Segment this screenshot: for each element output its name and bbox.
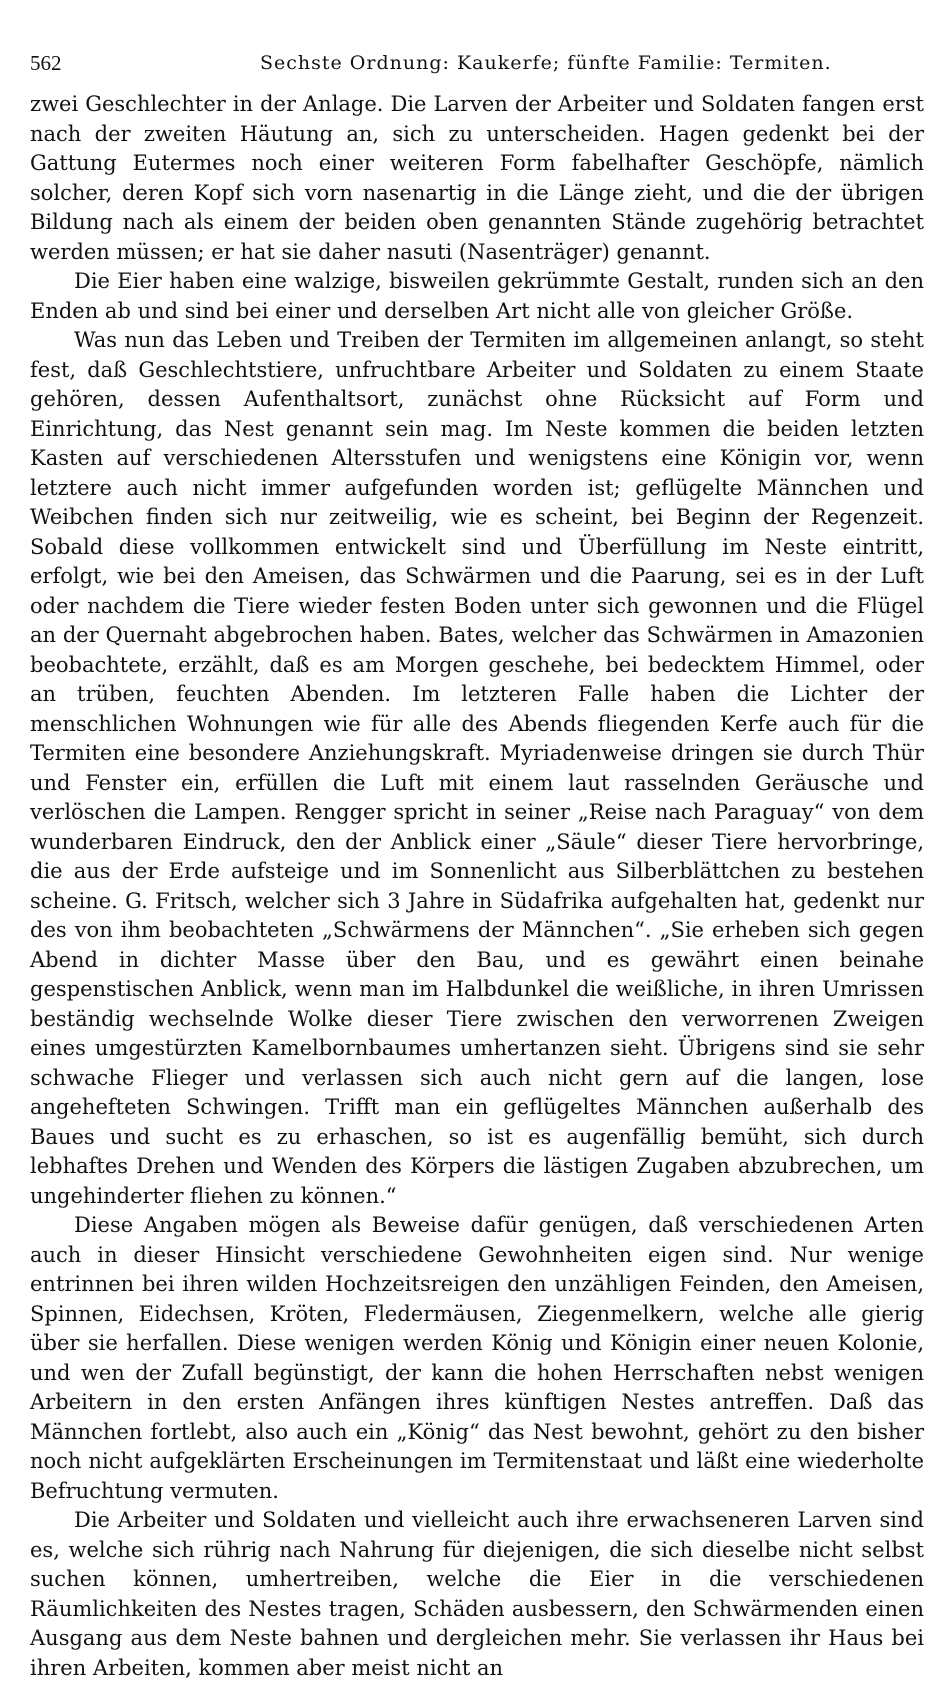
body-text <box>30 90 924 1683</box>
paragraph-life: Was nun das Leben und Treiben der Termiten im allgemeinen anlangt, so steht fest, daß Geschlechtstiere, unfruchtbare Arbeiter und Soldaten zu einem Staate gehören, dessen Aufenthaltsort, zunächst ohne Rücksicht auf Form und Einrichtung, das Nest genannt sein mag. Im Neste kommen die beiden letzten Kasten auf verschiedenen Altersstufen und wenigstens eine Königin vor, wenn letztere auch nicht immer aufgefunden worden ist; geflügelte Männchen und Weibchen finden sich nur zeitweilig, wie es scheint, bei Beginn der Regenzeit. Sobald diese vollkommen entwickelt sind und Überfüllung im Neste eintritt, erfolgt, wie bei den Ameisen, das Schwärmen und die Paarung, sei es in der Luft oder nachdem die Tiere wieder festen Boden unter sich gewonnen und die Flügel an der Quernaht abgebrochen haben. Bates, welcher das Schwärmen in Amazonien beobachtete, erzählt, daß es am Morgen geschehe, bei bedecktem Himmel, oder an trüben, feuchten Abenden. Im letzteren Falle haben die Lichter der menschlichen Wohnungen wie für alle des Abends fliegenden Kerfe auch für die Termiten eine besondere Anziehungskraft. Myriadenweise dringen sie durch Thür und Fenster ein, erfüllen die Luft mit einem laut rasselnden Geräusche und verlöschen die Lampen. Rengger spricht in seiner „Reise nach Paraguay“ von dem wunderbaren Eindruck, den der Anblick einer „Säule“ dieser Tiere hervorbringe, die aus der Erde aufsteige und im Sonnenlicht aus Silberblättchen zu bestehen scheine. G. Fritsch, welcher sich 3 Jahre in Südafrika aufgehalten hat, gedenkt nur des von ihm beobachteten „Schwärmens der Männchen“. „Sie erheben sich gegen Abend in dichter Masse über den Bau, und es gewährt einen beinahe gespenstischen Anblick, wenn man im Halbdunkel die weißliche, in ihren Umrissen beständig wechselnde Wolke dieser Tiere zwischen den verworrenen Zweigen eines umgestürzten Kamelbornbaumes umhertanzen sieht. Übrigens sind sie sehr schwache Flieger und verlassen sich auch nicht gern auf die langen, lose angehefteten Schwingen. Trifft man ein geflügeltes Männchen außerhalb des Baues und sucht es zu erhaschen, so ist es augenfällig bemüht, sich durch lebhaftes Drehen und Wenden des Körpers die lästigen Zugaben abzubrechen, um ungehinderter fliehen zu können.“ <box>30 328 924 1208</box>
chapter-heading: Sechste Ordnung: Kaukerfe; fünfte Familie: Termiten. <box>260 52 832 74</box>
paragraph-eggs: Die Eier haben eine walzige, bisweilen gekrümmte Gestalt, runden sich an den Enden ab und sind bei einer und derselben Art nicht alle von gleicher Größe. <box>30 269 924 323</box>
page-number: 562 <box>30 51 62 75</box>
paragraph-workers: Die Arbeiter und Soldaten und vielleicht auch ihre erwachseneren Larven sind es, welche sich rührig nach Nahrung für diejenigen, die sich dieselbe nicht selbst suchen können, umhertreiben, welche die Eier in die verschiedenen Räumlichkeiten des Nestes tragen, Schäden ausbessern, den Schwärmenden einen Ausgang aus dem Neste bahnen und dergleichen mehr. Sie verlassen ihr Haus bei ihren Arbeiten, kommen aber meist nicht an <box>30 1508 924 1680</box>
paragraph-continuation: zwei Geschlechter in der Anlage. Die Larven der Arbeiter und Soldaten fangen erst nach der zweiten Häutung an, sich zu unterscheiden. Hagen gedenkt bei der Gattung Eutermes noch einer weiteren Form fabelhafter Geschöpfe, nämlich solcher, deren Kopf sich vorn nasenartig in die Länge zieht, und die der übrigen Bildung nach als einem der beiden oben genannten Stände zugehörig betrachtet werden müssen; er hat sie daher nasuti (Nasenträger) genannt. <box>30 92 924 264</box>
paragraph-habits: Diese Angaben mögen als Beweise dafür genügen, daß verschiedenen Arten auch in dieser Hinsicht verschiedene Gewohnheiten eigen sind. Nur wenige entrinnen bei ihren wilden Hochzeitsreigen den unzähligen Feinden, den Ameisen, Spinnen, Eidechsen, Kröten, Fledermäusen, Ziegenmelkern, welche alle gierig über sie herfallen. Diese wenigen werden König und Königin einer neuen Kolonie, und wen der Zufall begünstigt, der kann die hohen Herrschaften nebst wenigen Arbeitern in den ersten Anfängen ihres künftigen Nestes antreffen. Daß das Männchen fortlebt, also auch ein „König“ das Nest bewohnt, gehört zu den bisher noch nicht aufgeklärten Erscheinungen im Termitenstaat und läßt eine wiederholte Befruchtung vermuten. <box>30 1213 924 1503</box>
running-head <box>30 48 924 78</box>
